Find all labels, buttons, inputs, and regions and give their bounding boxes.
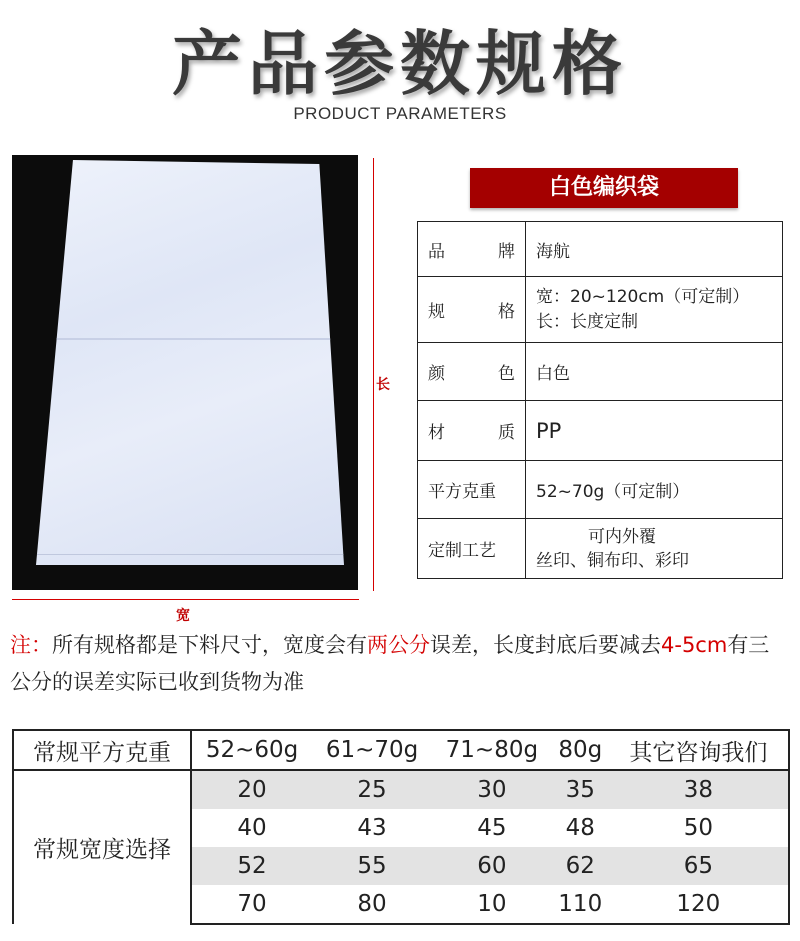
product-photo <box>12 155 358 590</box>
column-header: 80g <box>552 730 609 770</box>
bag-hem <box>36 554 344 555</box>
spec-row-material <box>418 401 783 461</box>
notice-highlight: 4-5cm <box>661 633 728 657</box>
spec-value: 可内外覆 丝印、铜布印、彩印 <box>526 519 783 579</box>
row-label: 常规宽度选择 <box>13 770 191 924</box>
spec-key: 平方克重 <box>418 461 526 519</box>
table-header-row <box>13 730 789 770</box>
spec-key: 材 质 <box>418 401 526 461</box>
length-dimension-line <box>373 158 374 591</box>
width-dimension-line <box>12 599 359 600</box>
width-weight-table <box>12 729 790 925</box>
spec-row-brand <box>418 222 783 277</box>
spec-row-weight <box>418 461 783 519</box>
column-header: 其它咨询我们 <box>609 730 789 770</box>
notice-prefix: 注： <box>10 633 52 657</box>
spec-value: PP <box>526 401 783 461</box>
page-subtitle: PRODUCT PARAMETERS <box>293 104 507 123</box>
spec-key: 规 格 <box>418 277 526 343</box>
column-header: 52~60g <box>191 730 312 770</box>
spec-value: 海航 <box>526 222 783 277</box>
woven-bag-image <box>36 160 344 565</box>
spec-key: 品 牌 <box>418 222 526 277</box>
column-header: 71~80g <box>432 730 552 770</box>
spec-value: 宽：20~120cm（可定制） 长：长度定制 <box>526 277 783 343</box>
bag-seam <box>36 338 344 340</box>
notice-highlight: 两公分 <box>367 633 430 657</box>
length-label: 长 <box>376 377 390 393</box>
spec-value: 52~70g（可定制） <box>526 461 783 519</box>
notice-text: 注：所有规格都是下料尺寸，宽度会有两公分误差，长度封底后要减去4-5cm有三公分的误差实际已收到货物为准 <box>10 633 770 694</box>
column-header: 61~70g <box>312 730 432 770</box>
page-title: 产品参数规格 <box>172 23 628 105</box>
header-label: 常规平方克重 <box>13 730 191 770</box>
spec-key: 颜 色 <box>418 343 526 401</box>
table-row: 70 80 10 110 120 <box>13 885 789 924</box>
spec-row-size <box>418 277 783 343</box>
spec-key: 定制工艺 <box>418 519 526 579</box>
table-row: 40 43 45 48 50 <box>13 809 789 847</box>
spec-row-craft <box>418 519 783 579</box>
width-label: 宽 <box>176 608 190 624</box>
product-name-banner: 白色编织袋 <box>470 168 738 208</box>
table-row: 52 55 60 62 65 <box>13 847 789 885</box>
spec-value: 白色 <box>526 343 783 401</box>
table-row: 常规宽度选择 20 25 30 35 38 <box>13 770 789 809</box>
spec-row-color <box>418 343 783 401</box>
spec-table <box>417 221 783 579</box>
